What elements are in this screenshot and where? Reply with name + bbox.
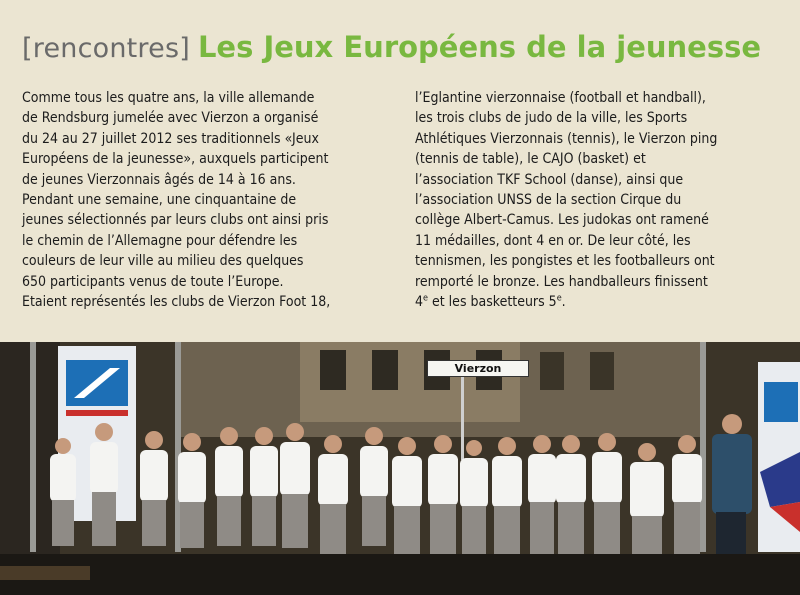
text-line-final (415, 292, 790, 312)
team-photo (0, 342, 800, 595)
text-line: Etaient représentés les clubs de Vierzon Foot 18, (22, 293, 331, 310)
text-line: jeunes sélectionnés par leurs clubs ont ainsi pris (22, 212, 329, 229)
article-column-left (22, 88, 397, 312)
text-line: Comme tous les quatre ans, la ville allemande (22, 90, 315, 106)
text-line: Athlétiques Vierzonnais (tennis), le Vierzon ping (415, 130, 718, 147)
text-line: Pendant une semaine, une cinquantaine de (22, 191, 297, 208)
text-fragment: et les basketteurs (428, 293, 549, 310)
text-line: 11 médailles, dont 4 en or. De leur côté, les (415, 232, 691, 249)
rank-5-suffix: e (556, 293, 562, 304)
text-line: l’association UNSS de la section Cirque du (415, 191, 682, 208)
text-line: les trois clubs de judo de la ville, les Sports (415, 110, 688, 127)
text-line: remporté le bronze. Les handballeurs finissent (415, 273, 708, 290)
text-line: 650 participants venus de toute l’Europe. (22, 273, 284, 290)
article-title: Les Jeux Européens de la jeunesse (197, 30, 762, 64)
article-header (22, 30, 761, 64)
text-line: (tennis de table), le CAJO (basket) et (415, 151, 646, 168)
vierzon-sign: Vierzon (427, 360, 529, 377)
rank-4-suffix: e (423, 293, 428, 304)
text-line: Européens de la jeunesse», auxquels participent (22, 151, 329, 168)
text-line: le chemin de l’Allemagne pour défendre les (22, 232, 298, 249)
rank-4: 4 (415, 293, 424, 310)
text-line: collège Albert-Camus. Les judokas ont ramené (415, 212, 709, 229)
rank-5: 5 (548, 293, 557, 310)
text-line: couleurs de leur ville au milieu des quelques (22, 253, 304, 270)
text-line: de jeunes Vierzonnais âgés de 14 à 16 ans. (22, 171, 296, 188)
text-fragment: . (561, 293, 566, 310)
text-line: l’association TKF School (danse), ainsi que (415, 171, 684, 188)
text-line: du 24 au 27 juillet 2012 ses traditionnels «Jeux (22, 130, 319, 147)
text-line: l’Eglantine vierzonnaise (football et handball), (415, 90, 706, 106)
text-line: de Rendsburg jumelée avec Vierzon a organisé (22, 110, 319, 127)
team-photo-illustration (0, 342, 800, 595)
article-column-right (415, 88, 790, 312)
section-tag: [rencontres] (22, 33, 190, 64)
text-line: tennismen, les pongistes et les footballeurs ont (415, 253, 715, 270)
